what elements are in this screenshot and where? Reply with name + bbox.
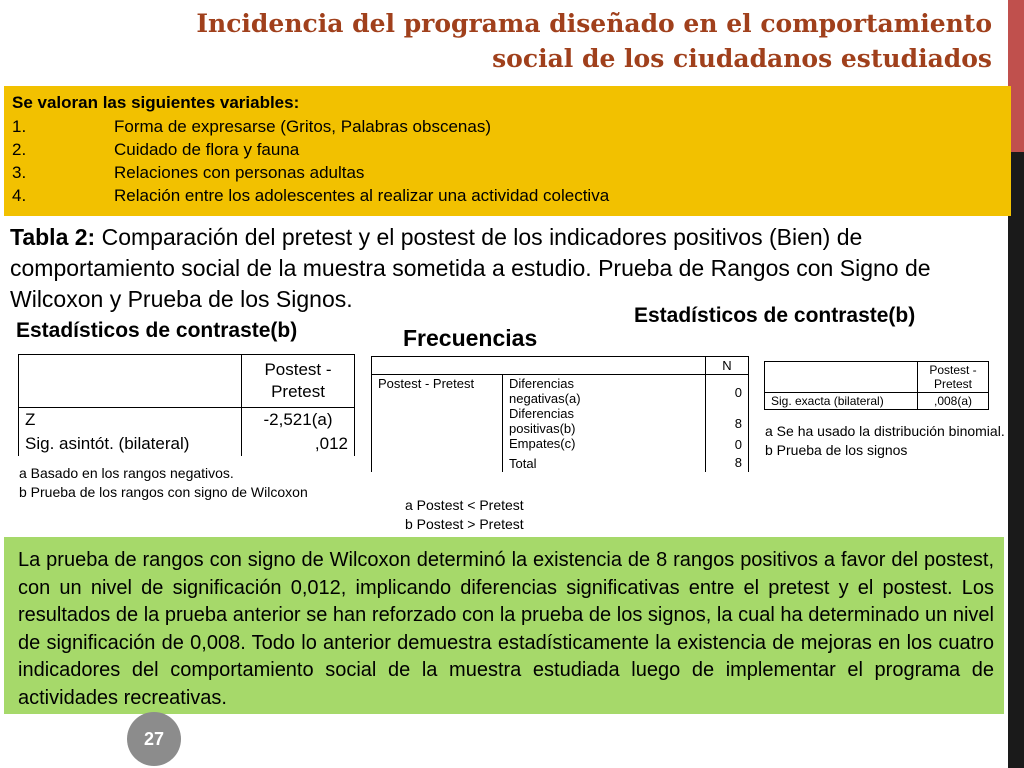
table-row: N [372,357,749,375]
table-row: Z Sig. asintót. (bilateral) -2,521(a) ,012 [19,408,355,457]
footnote: b Postest > Pretest [405,516,524,532]
footnote: b Prueba de los signos [765,442,908,458]
variable-item: 4. Relación entre los adolescentes al realizar una actividad colectiva [12,186,610,205]
slide-title-line-1: Incidencia del programa diseñado en el comportamiento [196,9,992,38]
wilcoxon-stats-heading: Estadísticos de contraste(b) [16,319,298,342]
frequencies-heading: Frecuencias [403,325,538,351]
frequencies-table [371,356,749,472]
footnote: a Postest < Pretest [405,497,524,513]
signs-stats-table [764,361,989,410]
variable-item: 2. Cuidado de flora y fauna [12,140,300,159]
table-row: Postest - Pretest Diferencias negativas(a) Diferencias positivas(b) Empates(c) Total 0 8 0 8 [372,375,749,473]
table-row: Postest - Pretest [19,355,355,408]
table-caption-label: Tabla 2: [10,224,96,250]
slide-title [92,6,992,76]
signs-stats-heading: Estadísticos de contraste(b) [634,304,916,327]
table-row: Sig. exacta (bilateral) ,008(a) [765,393,989,410]
variable-item: 1. Forma de expresarse (Gritos, Palabras obscenas) [12,117,491,136]
table-caption [10,222,970,315]
wilcoxon-stats-table [18,354,355,456]
footnote: a Se ha usado la distribución binomial. [765,423,1005,439]
table-row: Postest - Pretest [765,362,989,393]
table-caption-text: Comparación del pretest y el postest de los indicadores positivos (Bien) de comportamiento social de la muestra sometida a estudio. Prueba de Rangos con Signo de Wilcoxon y Prueba de los Signos. [10,224,931,312]
variable-item: 3. Relaciones con personas adultas [12,163,365,182]
page-number-badge: 27 [127,712,181,766]
footnote: a Basado en los rangos negativos. [19,465,234,481]
conclusion-box: La prueba de rangos con signo de Wilcoxon determinó la existencia de 8 rangos positivos a favor del postest, con un nivel de significación 0,012, implicando diferencias significativas entre el pretest y el postest. Los resultados de la prueba anterior se han reforzado con la prueba de los signos, la cual ha determinado un nivel de significación de 0,008. Todo lo anterior demuestra estadísticamente la existencia de mejoras en los cuatro indicadores del comportamiento social de la muestra estudiada luego de implementar el programa de actividades recreativas. [4,537,1004,714]
footnote: b Prueba de los rangos con signo de Wilcoxon [19,484,308,500]
variables-heading: Se valoran las siguientes variables: [12,93,300,112]
slide-title-line-2: social de los ciudadanos estudiados [492,44,992,73]
variables-box [4,86,1011,216]
